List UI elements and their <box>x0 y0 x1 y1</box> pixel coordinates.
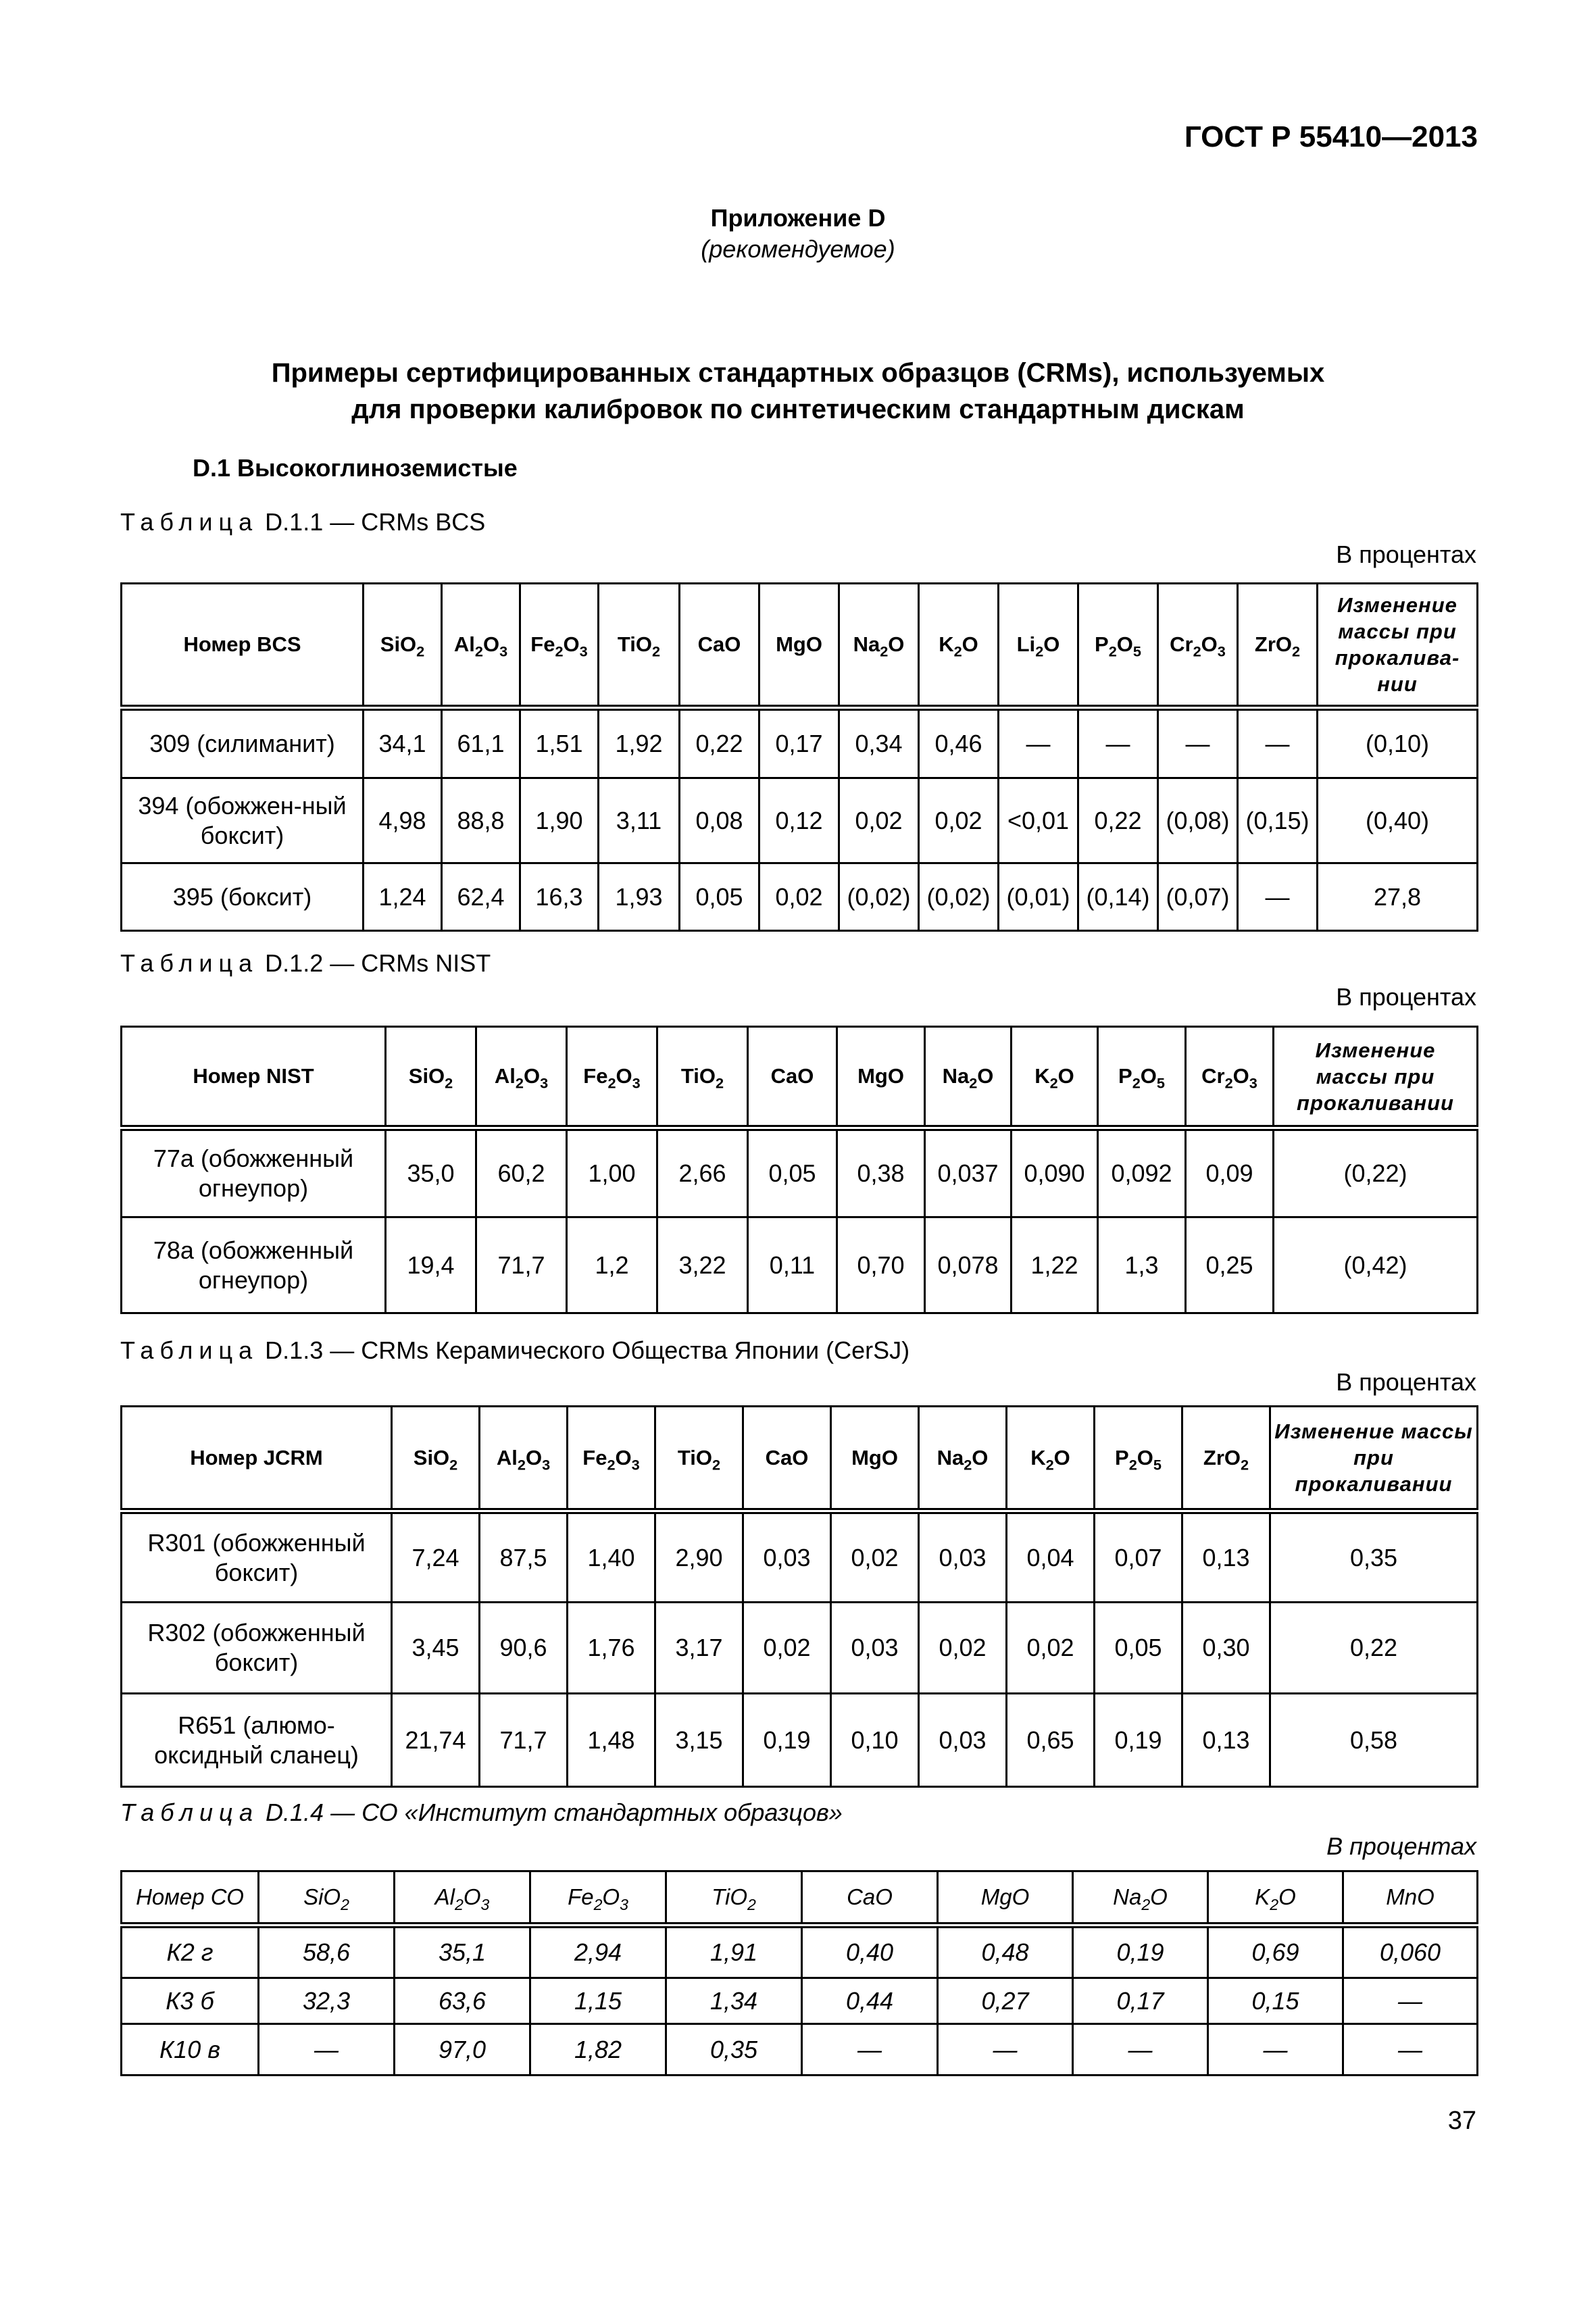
table-cell: 0,17 <box>1073 1978 1208 2024</box>
column-header: $Fe_2O_3$ <box>530 1871 666 1926</box>
column-header: $Fe_2O_3$ <box>520 584 599 708</box>
table-cell: 0,58 <box>1270 1694 1478 1787</box>
table-cell: 0,17 <box>759 708 839 778</box>
column-header: $Cr_2O_3$ <box>1158 584 1238 708</box>
table-cell: 61,1 <box>442 708 520 778</box>
table-cell: 1,90 <box>520 778 599 863</box>
table-row <box>122 1128 1478 1217</box>
table-cell: 0,037 <box>925 1128 1012 1217</box>
table-unit: В процентах <box>1336 1368 1476 1396</box>
table-cell: 0,40 <box>802 1926 938 1978</box>
table-cell: 0,19 <box>743 1694 831 1787</box>
table-unit: В процентах <box>1336 540 1476 568</box>
table-cell: 0,13 <box>1182 1511 1270 1603</box>
column-header: $Na_2O$ <box>839 584 919 708</box>
table-iso <box>120 1870 1478 2076</box>
table-cell: (0,42) <box>1274 1217 1478 1313</box>
table-cell: 0,02 <box>743 1603 831 1694</box>
table-row <box>122 778 1478 863</box>
table-cell: 0,08 <box>680 778 759 863</box>
table-cell: 34,1 <box>364 708 442 778</box>
column-header: MgO <box>831 1407 919 1511</box>
table-cell: 0,30 <box>1182 1603 1270 1694</box>
column-header: SiO$_2$ <box>259 1871 395 1926</box>
document-title <box>0 355 1596 428</box>
column-header: CaO <box>680 584 759 708</box>
table-cell: 3,45 <box>392 1603 480 1694</box>
table-cell: — <box>1238 863 1318 931</box>
table-cell: 62,4 <box>442 863 520 931</box>
column-header: CaO <box>748 1027 837 1128</box>
table-cell: 0,03 <box>743 1511 831 1603</box>
table-cell: 0,02 <box>831 1511 919 1603</box>
table-cell: — <box>1078 708 1158 778</box>
column-header: $K_2O$ <box>1007 1407 1095 1511</box>
table-cell: 0,70 <box>837 1217 925 1313</box>
table-row <box>122 1511 1478 1603</box>
table-row <box>122 1926 1478 1978</box>
table-row <box>122 1694 1478 1787</box>
table-cell: 1,22 <box>1012 1217 1098 1313</box>
table-row <box>122 2024 1478 2076</box>
column-header: $P_2O_5$ <box>1098 1027 1186 1128</box>
table-caption <box>120 949 491 978</box>
table-header-row <box>122 1407 1478 1511</box>
document-title-line-2: для проверки калибровок по синтетическим стандартным дискам <box>351 395 1245 424</box>
column-header: $P_2O_5$ <box>1078 584 1158 708</box>
table-cell: 3,17 <box>655 1603 743 1694</box>
table-cell: 3,15 <box>655 1694 743 1787</box>
table-cell: 309 (силиманит) <box>122 708 364 778</box>
table-cell: 0,060 <box>1343 1926 1478 1978</box>
table-cell: 0,12 <box>759 778 839 863</box>
column-header: $Na_2O$ <box>1073 1871 1208 1926</box>
table-cell: К10 в <box>122 2024 259 2076</box>
table-header-row <box>122 584 1478 708</box>
table-cell: 0,02 <box>1007 1603 1095 1694</box>
table-cell: R301 (обожженный боксит) <box>122 1511 392 1603</box>
table-cell: (0,10) <box>1318 708 1478 778</box>
table-cell: 0,05 <box>748 1128 837 1217</box>
table-cell: 2,90 <box>655 1511 743 1603</box>
table-cell: 19,4 <box>386 1217 476 1313</box>
column-header: SiO$_2$ <box>392 1407 480 1511</box>
column-header: Номер СО <box>122 1871 259 1926</box>
column-header: Изменение массы при прокалива-нии <box>1318 584 1478 708</box>
appendix-subtitle: (рекомендуемое) <box>701 235 895 263</box>
table-caption <box>120 1336 909 1365</box>
table-cell: 0,02 <box>839 778 919 863</box>
table-nist <box>120 1026 1478 1314</box>
column-header: $K_2O$ <box>1012 1027 1098 1128</box>
table-cell: 3,11 <box>599 778 680 863</box>
table-cell: 1,2 <box>567 1217 657 1313</box>
table-cell: 0,69 <box>1208 1926 1343 1978</box>
table-cell: (0,15) <box>1238 778 1318 863</box>
table-unit: В процентах <box>1326 1832 1476 1860</box>
table-cell: 0,07 <box>1095 1511 1182 1603</box>
table-cell: 394 (обожжен-ный боксит) <box>122 778 364 863</box>
column-header: $K_2O$ <box>919 584 999 708</box>
table-bcs <box>120 582 1478 932</box>
table-cell: 0,11 <box>748 1217 837 1313</box>
column-header: MgO <box>759 584 839 708</box>
standard-number: ГОСТ Р 55410—2013 <box>1184 120 1478 153</box>
table-cell: — <box>1158 708 1238 778</box>
column-header: Номер JCRM <box>122 1407 392 1511</box>
table-cell: R651 (алюмо-оксидный сланец) <box>122 1694 392 1787</box>
table-cell: 0,65 <box>1007 1694 1095 1787</box>
column-header: TiO$_2$ <box>655 1407 743 1511</box>
table-cell: 0,09 <box>1186 1128 1274 1217</box>
column-header: $Li_2O$ <box>999 584 1078 708</box>
column-header: CaO <box>743 1407 831 1511</box>
table-cell: 71,7 <box>476 1217 567 1313</box>
table-cell: (0,08) <box>1158 778 1238 863</box>
table-caption-label: Таблица <box>120 1799 259 1826</box>
table-cell: — <box>1208 2024 1343 2076</box>
table-cell: 1,3 <box>1098 1217 1186 1313</box>
table-cell: 35,0 <box>386 1128 476 1217</box>
table-cell: 1,48 <box>568 1694 655 1787</box>
table-row <box>122 1978 1478 2024</box>
table-cell: 1,24 <box>364 863 442 931</box>
appendix-title: Приложение D <box>710 204 886 232</box>
table-caption-text: D.1.3 — CRMs Керамического Общества Японии (CerSJ) <box>265 1336 910 1364</box>
document-title-line-1: Примеры сертифицированных стандартных образцов (CRMs), используемых <box>271 358 1325 388</box>
table-caption-label: Таблица <box>120 1336 259 1364</box>
column-header: SiO$_2$ <box>364 584 442 708</box>
table-caption-label: Таблица <box>120 508 259 536</box>
table-cell: 87,5 <box>480 1511 568 1603</box>
column-header: TiO$_2$ <box>657 1027 748 1128</box>
table-cell: — <box>1073 2024 1208 2076</box>
table-cell: 0,34 <box>839 708 919 778</box>
column-header: $Al_2O_3$ <box>442 584 520 708</box>
column-header: CaO <box>802 1871 938 1926</box>
table-cell: 0,19 <box>1095 1694 1182 1787</box>
table-cell: 0,02 <box>919 778 999 863</box>
table-cell: — <box>1238 708 1318 778</box>
table-cell: 0,48 <box>938 1926 1073 1978</box>
table-row <box>122 708 1478 778</box>
table-cell: 1,40 <box>568 1511 655 1603</box>
table-cell: 1,15 <box>530 1978 666 2024</box>
table-cell: 0,27 <box>938 1978 1073 2024</box>
table-cell: 7,24 <box>392 1511 480 1603</box>
table-cell: 0,15 <box>1208 1978 1343 2024</box>
table-caption <box>120 1799 843 1827</box>
table-cell: 0,19 <box>1073 1926 1208 1978</box>
table-cell: 0,25 <box>1186 1217 1274 1313</box>
table-cell: 0,090 <box>1012 1128 1098 1217</box>
table-cell: 0,03 <box>831 1603 919 1694</box>
column-header: $K_2O$ <box>1208 1871 1343 1926</box>
table-cell: — <box>802 2024 938 2076</box>
table-header-row <box>122 1027 1478 1128</box>
table-cell: 0,02 <box>919 1603 1007 1694</box>
table-cell: 0,092 <box>1098 1128 1186 1217</box>
table-cell: 2,66 <box>657 1128 748 1217</box>
table-cell: (0,07) <box>1158 863 1238 931</box>
table-cell: <0,01 <box>999 778 1078 863</box>
table-cell: 88,8 <box>442 778 520 863</box>
column-header: SiO$_2$ <box>386 1027 476 1128</box>
table-cell: — <box>259 2024 395 2076</box>
section-heading: D.1 Высокоглиноземистые <box>193 454 518 482</box>
table-cell: — <box>938 2024 1073 2076</box>
table-cell: 1,82 <box>530 2024 666 2076</box>
table-cell: 32,3 <box>259 1978 395 2024</box>
table-cell: 1,92 <box>599 708 680 778</box>
table-caption-label: Таблица <box>120 949 259 977</box>
table-row <box>122 1603 1478 1694</box>
table-cell: (0,14) <box>1078 863 1158 931</box>
table-caption-text: D.1.1 — CRMs BCS <box>265 508 486 536</box>
column-header: TiO$_2$ <box>599 584 680 708</box>
table-cell: 1,00 <box>567 1128 657 1217</box>
table-cell: 63,6 <box>395 1978 530 2024</box>
table-cell: 1,76 <box>568 1603 655 1694</box>
table-unit: В процентах <box>1336 983 1476 1011</box>
column-header: $P_2O_5$ <box>1095 1407 1182 1511</box>
table-cell: (0,02) <box>839 863 919 931</box>
table-cell: 16,3 <box>520 863 599 931</box>
table-cell: (0,01) <box>999 863 1078 931</box>
column-header: $Fe_2O_3$ <box>568 1407 655 1511</box>
column-header: MnO <box>1343 1871 1478 1926</box>
table-cell: 3,22 <box>657 1217 748 1313</box>
table-cell: 4,98 <box>364 778 442 863</box>
table-cell: 97,0 <box>395 2024 530 2076</box>
table-cell: К3 б <box>122 1978 259 2024</box>
table-cell: 1,51 <box>520 708 599 778</box>
table-caption-text: D.1.4 — СО «Институт стандартных образцов» <box>266 1799 843 1826</box>
table-cell: — <box>1343 2024 1478 2076</box>
table-header-row <box>122 1871 1478 1926</box>
table-cell: 0,35 <box>666 2024 802 2076</box>
table-caption-text: D.1.2 — CRMs NIST <box>265 949 491 977</box>
table-cell: — <box>1343 1978 1478 2024</box>
table-cell: 58,6 <box>259 1926 395 1978</box>
table-cell: 0,44 <box>802 1978 938 2024</box>
table-cell: 35,1 <box>395 1926 530 1978</box>
table-cell: К2 г <box>122 1926 259 1978</box>
table-cell: 0,22 <box>680 708 759 778</box>
table-cell: 0,38 <box>837 1128 925 1217</box>
column-header: $Cr_2O_3$ <box>1186 1027 1274 1128</box>
table-cell: R302 (обожженный боксит) <box>122 1603 392 1694</box>
table-cell: (0,40) <box>1318 778 1478 863</box>
table-cell: 395 (боксит) <box>122 863 364 931</box>
table-cell: 71,7 <box>480 1694 568 1787</box>
table-cell: 0,10 <box>831 1694 919 1787</box>
table-cell: 1,93 <box>599 863 680 931</box>
table-row <box>122 863 1478 931</box>
table-cell: — <box>999 708 1078 778</box>
column-header: Изменение массы при прокаливании <box>1274 1027 1478 1128</box>
table-cell: (0,22) <box>1274 1128 1478 1217</box>
table-cell: 0,46 <box>919 708 999 778</box>
column-header: $Na_2O$ <box>925 1027 1012 1128</box>
table-cell: 0,04 <box>1007 1511 1095 1603</box>
table-cersj <box>120 1405 1478 1788</box>
table-cell: 1,91 <box>666 1926 802 1978</box>
column-header: $Al_2O_3$ <box>480 1407 568 1511</box>
table-cell: 21,74 <box>392 1694 480 1787</box>
column-header: $Fe_2O_3$ <box>567 1027 657 1128</box>
page-number: 37 <box>1447 2107 1476 2135</box>
table-cell: 90,6 <box>480 1603 568 1694</box>
table-cell: 77а (обожженный огнеупор) <box>122 1128 386 1217</box>
column-header: ZrO$_2$ <box>1182 1407 1270 1511</box>
table-cell: 0,13 <box>1182 1694 1270 1787</box>
table-cell: 0,078 <box>925 1217 1012 1313</box>
table-cell: 0,03 <box>919 1511 1007 1603</box>
column-header: Номер BCS <box>122 584 364 708</box>
table-cell: 0,05 <box>1095 1603 1182 1694</box>
table-row <box>122 1217 1478 1313</box>
table-cell: 78а (обожженный огнеупор) <box>122 1217 386 1313</box>
column-header: MgO <box>837 1027 925 1128</box>
table-cell: 2,94 <box>530 1926 666 1978</box>
column-header: $Al_2O_3$ <box>476 1027 567 1128</box>
table-cell: 0,22 <box>1270 1603 1478 1694</box>
table-cell: 0,02 <box>759 863 839 931</box>
column-header: ZrO$_2$ <box>1238 584 1318 708</box>
table-cell: (0,02) <box>919 863 999 931</box>
table-cell: 60,2 <box>476 1128 567 1217</box>
column-header: Изменение массы при прокаливании <box>1270 1407 1478 1511</box>
column-header: Номер NIST <box>122 1027 386 1128</box>
table-cell: 0,35 <box>1270 1511 1478 1603</box>
column-header: MgO <box>938 1871 1073 1926</box>
table-caption <box>120 508 485 536</box>
column-header: $Al_2O_3$ <box>395 1871 530 1926</box>
table-cell: 1,34 <box>666 1978 802 2024</box>
column-header: TiO$_2$ <box>666 1871 802 1926</box>
table-cell: 27,8 <box>1318 863 1478 931</box>
table-cell: 0,05 <box>680 863 759 931</box>
table-cell: 0,22 <box>1078 778 1158 863</box>
column-header: $Na_2O$ <box>919 1407 1007 1511</box>
table-cell: 0,03 <box>919 1694 1007 1787</box>
